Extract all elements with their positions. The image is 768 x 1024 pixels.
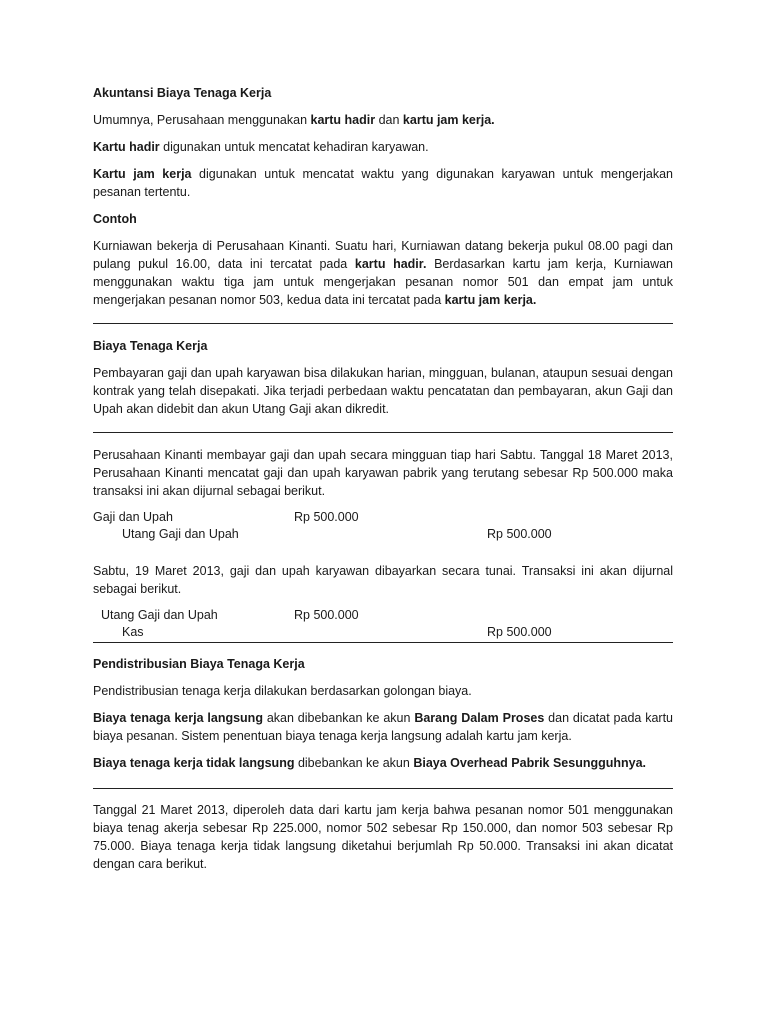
paragraph-biaya-tidak-langsung: Biaya tenaga kerja tidak langsung dibebankan ke akun Biaya Overhead Pabrik Sesungguhnya. — [93, 756, 647, 770]
journal-debit-amount: Rp 500.000 — [294, 608, 359, 622]
paragraph-tanggal-21-maret: Tanggal 21 Maret 2013, diperoleh data dari kartu jam kerja bahwa pesanan nomor 501 menggunakan biaya tenag akerja sebesar Rp 225.000, nomor 502 sebesar Rp 150.000, dan nomor 503 sebesar Rp 75.000. Biaya tenaga kerja tidak langsung diketahui berjumlah Rp 50.000. Transaksi ini akan dicatat dengan cara berikut. — [93, 803, 673, 871]
journal-credit-account: Utang Gaji dan Upah — [122, 527, 239, 541]
journal-row-debit — [93, 606, 673, 623]
journal-row-credit — [93, 623, 673, 640]
paragraph-kartu-jam-kerja: Kartu jam kerja digunakan untuk mencatat waktu yang digunakan karyawan untuk mengerjakan pesanan tertentu. — [93, 167, 673, 199]
heading-pendistribusian: Pendistribusian Biaya Tenaga Kerja — [93, 657, 305, 671]
paragraph-kartu-hadir: Kartu hadir digunakan untuk mencatat kehadiran karyawan. — [93, 140, 429, 154]
journal-debit-account: Utang Gaji dan Upah — [101, 608, 218, 622]
paragraph-sabtu-19-maret: Sabtu, 19 Maret 2013, gaji dan upah karyawan dibayarkan secara tunai. Transaksi ini akan dijurnal sebagai berikut. — [93, 564, 673, 596]
paragraph-biaya-langsung: Biaya tenaga kerja langsung akan dibebankan ke akun Barang Dalam Proses dan dicatat pada kartu biaya pesanan. Sistem penentuan biaya tenaga kerja langsung adalah kartu jam kerja. — [93, 711, 674, 743]
journal-entry-2 — [93, 606, 673, 640]
journal-credit-amount: Rp 500.000 — [487, 625, 552, 639]
paragraph-umumnya: Umumnya, Perusahaan menggunakan kartu hadir dan kartu jam kerja. — [93, 113, 495, 127]
paragraph-pembayaran-gaji: Pembayaran gaji dan upah karyawan bisa dilakukan harian, mingguan, bulanan, ataupun sesuai dengan kontrak yang telah disepakati. Jika terjadi perbedaan waktu pencatatan dan pembayaran, akun Gaji dan Upah akan didebit dan akun Utang Gaji akan dikredit. — [93, 366, 673, 416]
document-content — [93, 84, 673, 873]
journal-debit-account: Gaji dan Upah — [93, 510, 173, 524]
paragraph-pendistribusian: Pendistribusian tenaga kerja dilakukan berdasarkan golongan biaya. — [93, 684, 472, 698]
heading-contoh: Contoh — [93, 212, 137, 226]
heading-biaya-tenaga-kerja: Biaya Tenaga Kerja — [93, 339, 208, 353]
paragraph-contoh-kurniawan: Kurniawan bekerja di Perusahaan Kinanti. Suatu hari, Kurniawan datang bekerja pukul 08.00 pagi dan pulang pukul 16.00, data ini tercatat pada kartu hadir. Berdasarkan kartu jam kerja, Kurniawan menggunakan waktu tiga jam untuk mengerjakan pesanan nomor 501 dan empat jam untuk mengerjakan pesanan nomor 503, kedua data ini tercatat pada kartu jam kerja. — [93, 239, 674, 307]
journal-credit-amount: Rp 500.000 — [487, 527, 552, 541]
journal-entry-1 — [93, 508, 673, 542]
paragraph-perusahaan-kinanti: Perusahaan Kinanti membayar gaji dan upah secara mingguan tiap hari Sabtu. Tanggal 18 Maret 2013, Perusahaan Kinanti mencatat gaji dan upah karyawan pabrik yang terutang sebesar Rp 500.000 maka transaksi ini akan dijurnal sebagai berikut. — [93, 448, 673, 498]
journal-row-debit — [93, 508, 673, 525]
journal-debit-amount: Rp 500.000 — [294, 510, 359, 524]
journal-row-credit — [93, 525, 673, 542]
heading-akuntansi-biaya-tenaga-kerja: Akuntansi Biaya Tenaga Kerja — [93, 86, 272, 100]
journal-credit-account: Kas — [122, 625, 144, 639]
